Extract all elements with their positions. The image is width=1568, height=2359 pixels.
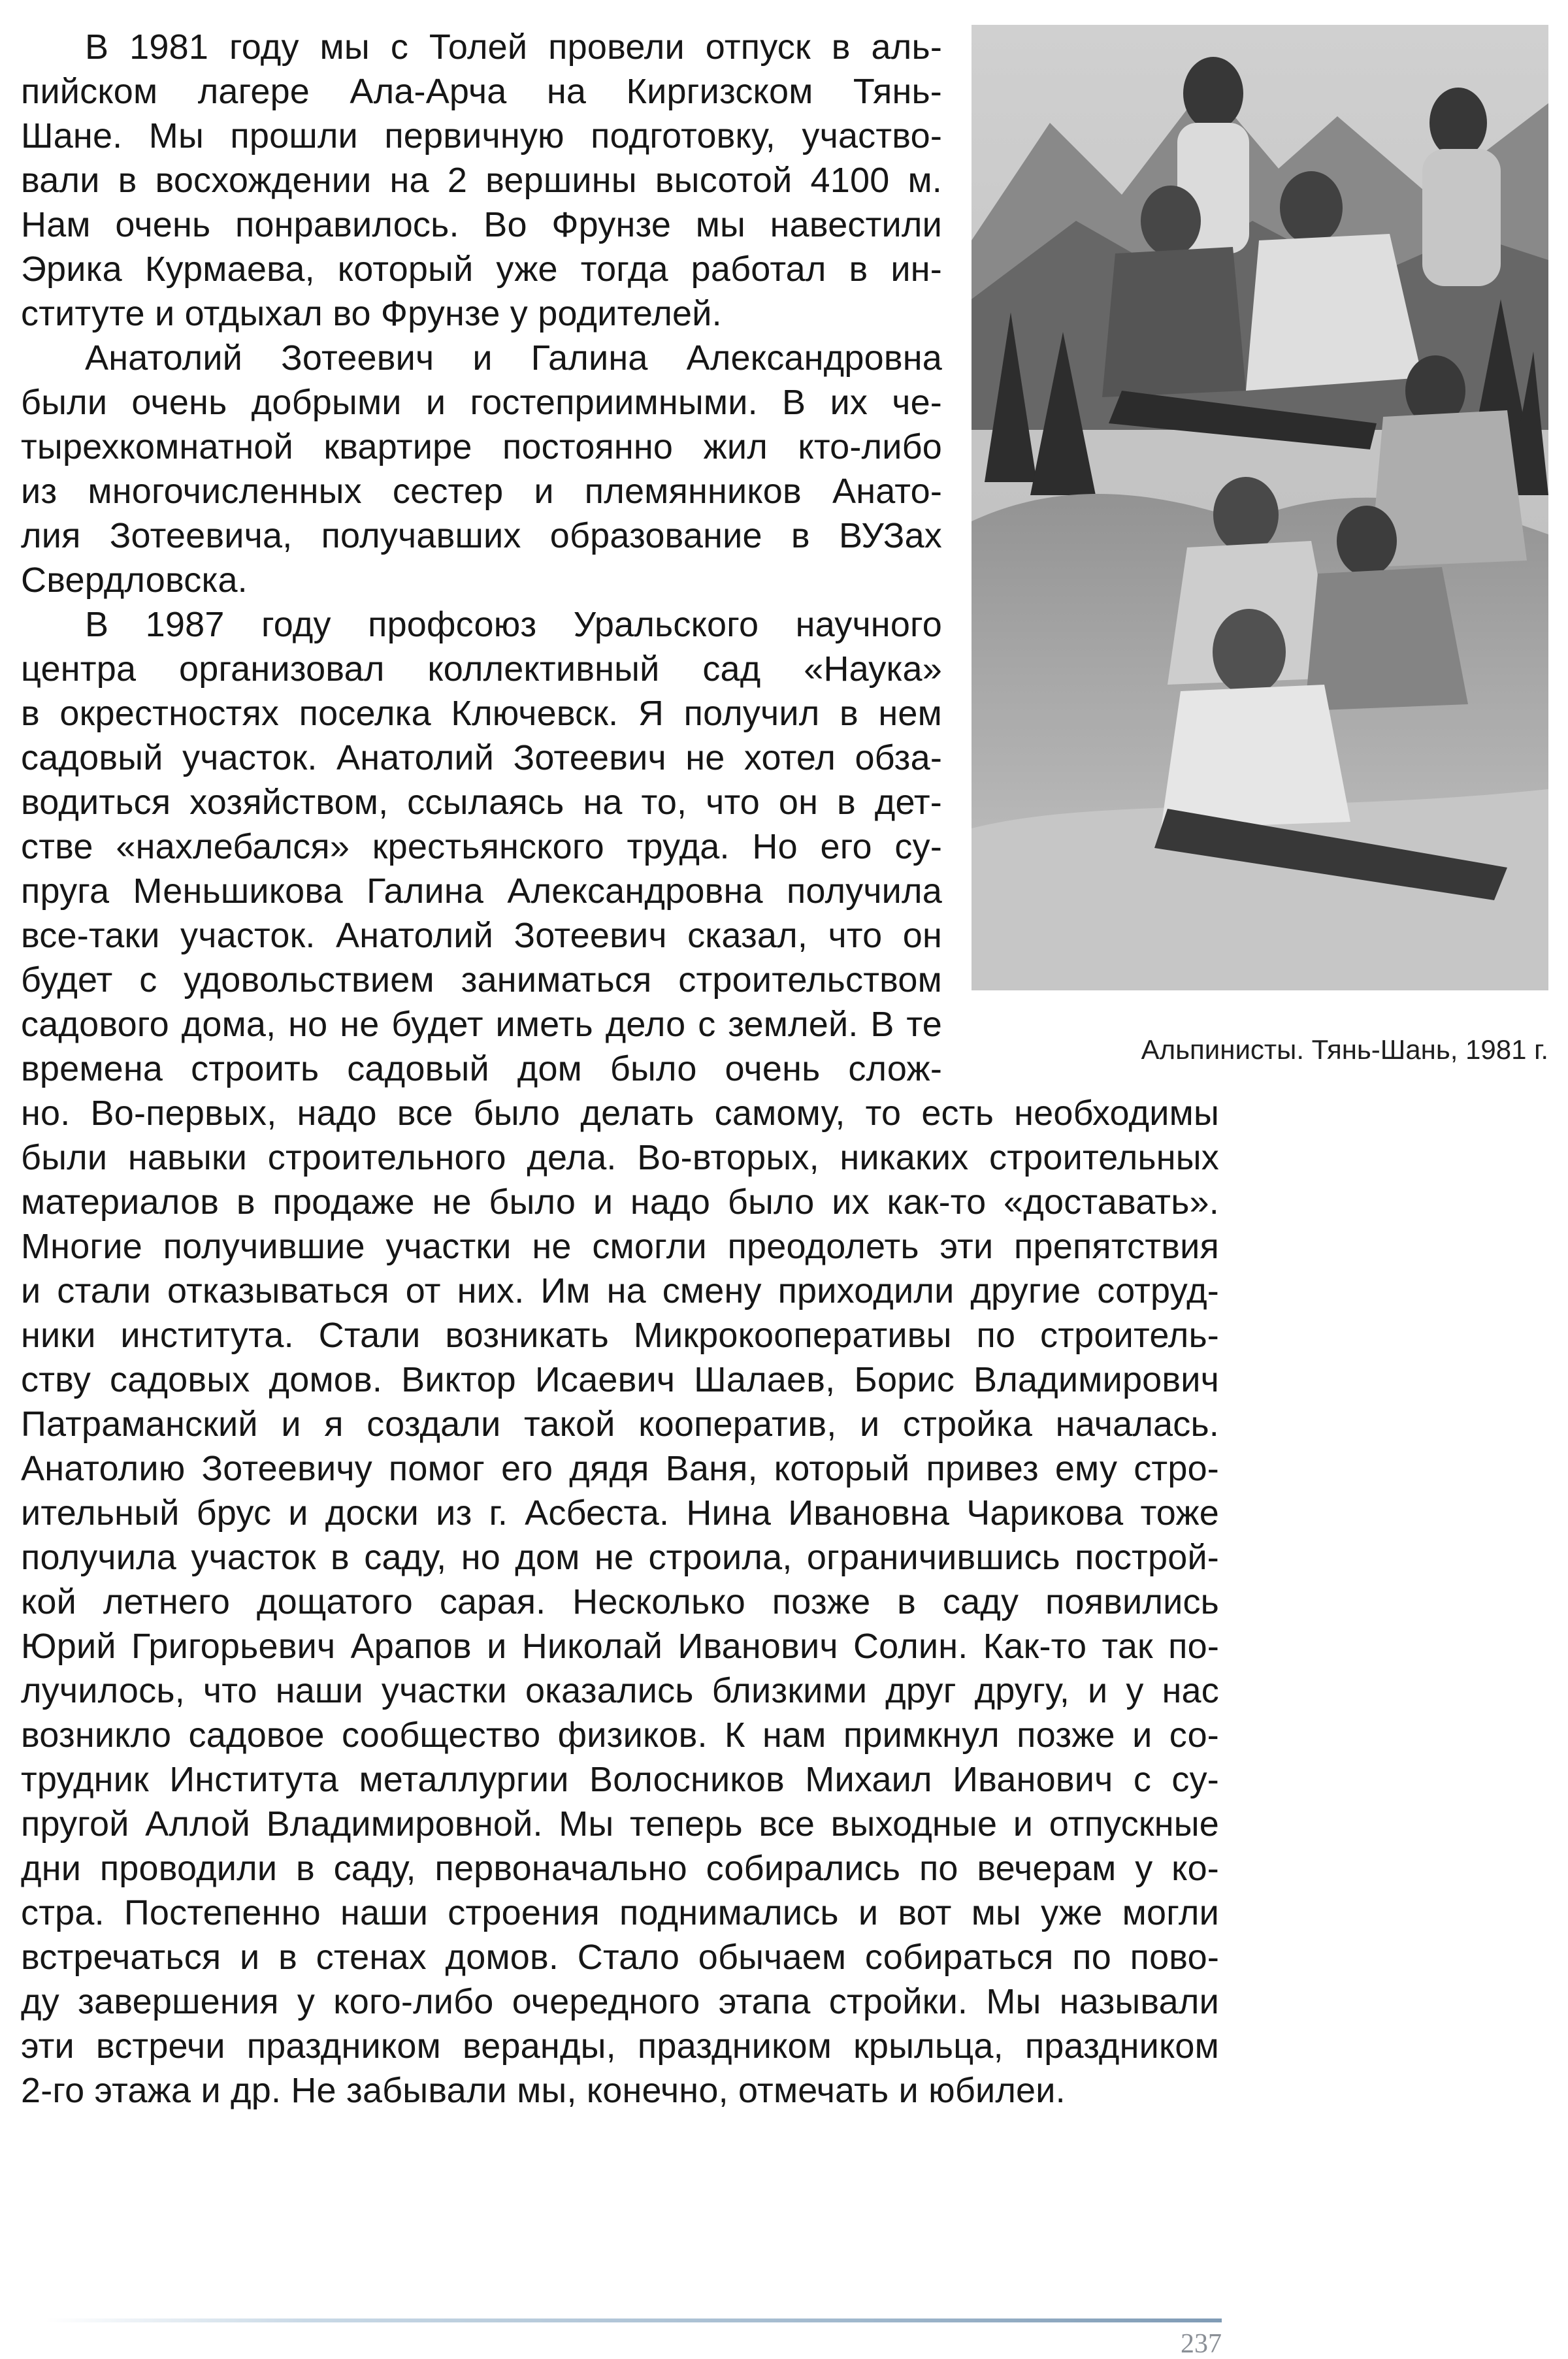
text-line: были навыки строительного дела. Во-вторых, никаких строительных (21, 1138, 1219, 1177)
text-line: были очень добрыми и гостеприимными. В их че- (21, 383, 942, 422)
page-number: 237 (1181, 2329, 1222, 2359)
text-line: все-таки участок. Анатолий Зотеевич сказал, что он (21, 916, 942, 955)
text-line: времена строить садовый дом было очень слож- (21, 1049, 942, 1088)
photo-caption: Альпинисты. Тянь-Шань, 1981 г. (1141, 1034, 1548, 1065)
mountaineers-photo (972, 25, 1548, 990)
group-photo-illustration (972, 25, 1548, 990)
text-line: будет с удовольствием заниматься строительством (21, 960, 942, 1000)
text-line: Шане. Мы прошли первичную подготовку, участво- (21, 116, 942, 155)
text-line: центра организовал коллективный сад «Наука» (21, 649, 942, 689)
text-line: тырехкомнатной квартире постоянно жил кто-либо (21, 427, 942, 466)
text-line: пругой Аллой Владимировной. Мы теперь все выходные и отпускные (21, 1804, 1219, 1844)
text-line: ству садовых домов. Виктор Исаевич Шалаев, Борис Владимирович (21, 1360, 1219, 1399)
text-line: трудник Института металлургии Волосников Михаил Иванович с су- (21, 1760, 1219, 1799)
text-line: вали в восхождении на 2 вершины высотой 4100 м. (21, 161, 942, 200)
text-line: В 1981 году мы с Толей провели отпуск в аль- (85, 27, 942, 67)
text-line: кой летнего дощатого сарая. Несколько позже в саду появились (21, 1582, 1219, 1621)
text-line: стве «нахлебался» крестьянского труда. Но его су- (21, 827, 942, 866)
text-line: ительный брус и доски из г. Асбеста. Нина Ивановна Чарикова тоже (21, 1493, 1219, 1533)
text-line: ду завершения у кого-либо очередного этапа стройки. Мы называли (21, 1982, 1219, 2021)
text-line: В 1987 году профсоюз Уральского научного (85, 605, 942, 644)
text-line: из многочисленных сестер и племянников Анато- (21, 472, 942, 511)
text-line: садовый участок. Анатолий Зотеевич не хотел обза- (21, 738, 942, 777)
text-line: ституте и отдыхал во Фрунзе у родителей. (21, 294, 722, 333)
text-line: пруга Меньшикова Галина Александровна получила (21, 871, 942, 911)
text-line: получила участок в саду, но дом не строила, ограничившись построй- (21, 1538, 1219, 1577)
text-line: садового дома, но не будет иметь дело с землей. В те (21, 1005, 942, 1044)
text-line: Нам очень понравилось. Во Фрунзе мы навестили (21, 205, 942, 244)
text-line: встречаться и в стенах домов. Стало обычаем собираться по пово- (21, 1938, 1219, 1977)
text-line: лучилось, что наши участки оказались близкими друг другу, и у нас (21, 1671, 1219, 1710)
text-line: эти встречи праздником веранды, праздником крыльца, праздником (21, 2026, 1219, 2066)
text-line: Юрий Григорьевич Арапов и Николай Иванович Солин. Как-то так по- (21, 1627, 1219, 1666)
text-line: Анатолию Зотеевичу помог его дядя Ваня, который привез ему стро- (21, 1449, 1219, 1488)
text-line: 2-го этажа и др. Не забывали мы, конечно, отмечать и юбилеи. (21, 2071, 1066, 2110)
text-line: возникло садовое сообщество физиков. К нам примкнул позже и со- (21, 1716, 1219, 1755)
footer-divider (46, 2318, 1222, 2322)
text-line: дни проводили в саду, первоначально собирались по вечерам у ко- (21, 1849, 1219, 1888)
text-line: водиться хозяйством, ссылаясь на то, что он в дет- (21, 783, 942, 822)
text-line: Многие получившие участки не смогли преодолеть эти препятствия (21, 1227, 1219, 1266)
text-line: Анатолий Зотеевич и Галина Александровна (85, 338, 942, 378)
text-line: лия Зотеевича, получавших образование в ВУЗах (21, 516, 942, 555)
text-line: Патраманский и я создали такой кооператив, и стройка началась. (21, 1405, 1219, 1444)
text-line: Свердловска. (21, 561, 248, 600)
text-line: стра. Постепенно наши строения поднимались и вот мы уже могли (21, 1893, 1219, 1932)
text-line: в окрестностях поселка Ключевск. Я получил в нем (21, 694, 942, 733)
text-line: пийском лагере Ала-Арча на Киргизском Тянь- (21, 72, 942, 111)
text-line: материалов в продаже не было и надо было их как-то «доставать». (21, 1182, 1219, 1222)
text-line: но. Во-первых, надо все было делать самому, то есть необходимы (21, 1094, 1219, 1133)
text-line: и стали отказываться от них. Им на смену приходили другие сотруд- (21, 1271, 1219, 1310)
text-line: Эрика Курмаева, который уже тогда работал в ин- (21, 250, 942, 289)
text-line: ники института. Стали возникать Микрокооперативы по строитель- (21, 1316, 1219, 1355)
